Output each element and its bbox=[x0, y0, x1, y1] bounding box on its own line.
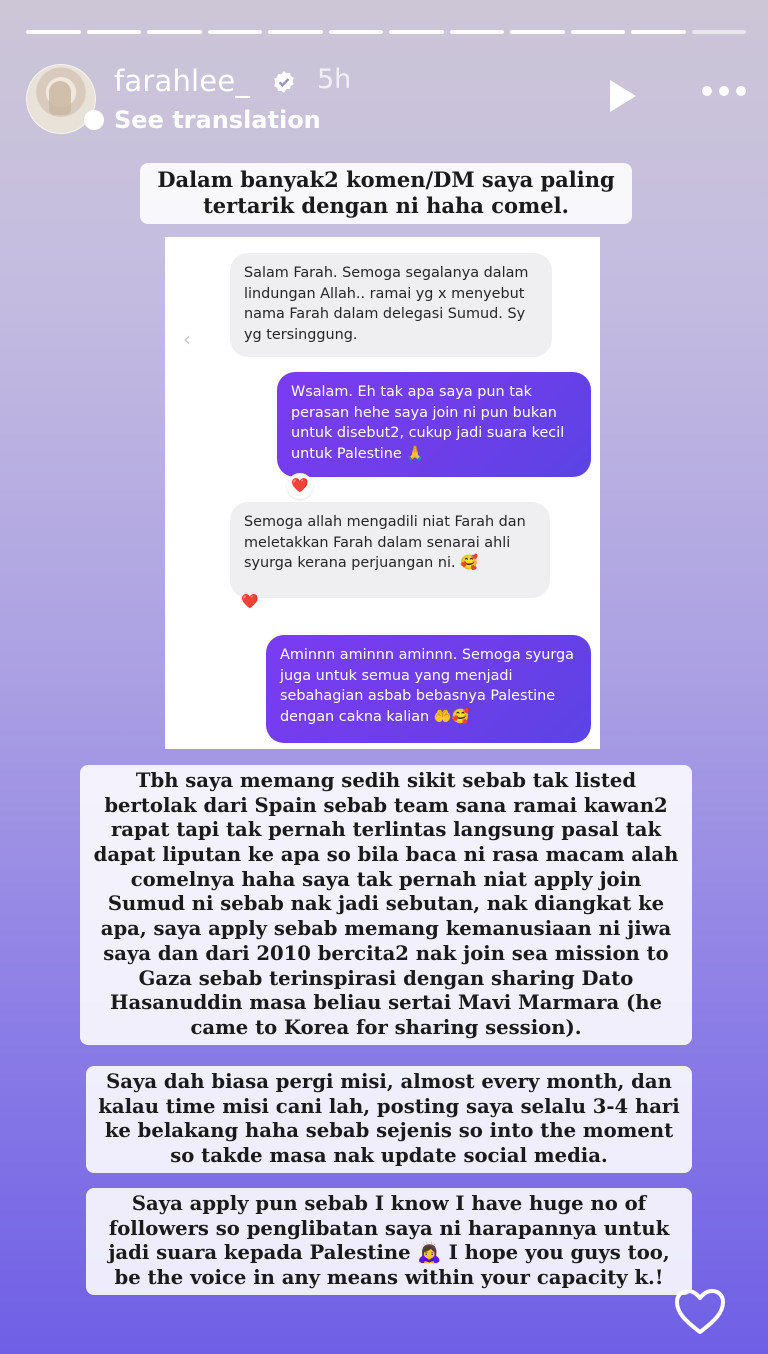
progress-segment bbox=[450, 30, 505, 34]
dm-message-outgoing: Aminnn aminnn aminnn. Semoga syurga juga untuk semua yang menjadi sebahagian asbab bebasnya Palestine dengan cakna kalian 🤲🥰 bbox=[266, 635, 591, 743]
progress-segment-current bbox=[692, 30, 747, 34]
chevron-left-icon: ‹ bbox=[183, 327, 191, 351]
progress-segment bbox=[87, 30, 142, 34]
progress-segment bbox=[389, 30, 444, 34]
heart-reaction-icon: ❤️ bbox=[241, 594, 259, 610]
caption-paragraph-3: Saya apply pun sebab I know I have huge no of followers so penglibatan saya ni harapannya untuk jadi suara kepada Palestine 🙇‍♀️ I hope you guys too, be the voice in any means within your capacity k.! bbox=[86, 1188, 692, 1295]
dm-message-outgoing: Wsalam. Eh tak apa saya pun tak perasan hehe saya join ni pun bukan untuk disebut2, cukup jadi suara kecil untuk Palestine 🙏 bbox=[277, 372, 591, 477]
see-translation-label: See translation bbox=[114, 106, 321, 134]
progress-segment bbox=[147, 30, 202, 34]
dm-screenshot bbox=[165, 237, 600, 749]
more-options-icon[interactable] bbox=[702, 86, 746, 96]
heart-reaction-icon: ❤️ bbox=[287, 473, 313, 499]
play-icon[interactable] bbox=[610, 80, 636, 112]
progress-segment bbox=[26, 30, 81, 34]
translate-icon bbox=[84, 110, 104, 130]
heart-like-icon[interactable] bbox=[674, 1288, 726, 1336]
username[interactable]: farahlee_ bbox=[114, 64, 251, 98]
progress-segment bbox=[268, 30, 323, 34]
see-translation-button[interactable] bbox=[114, 106, 321, 134]
post-time: 5h bbox=[317, 64, 352, 95]
progress-segment bbox=[329, 30, 384, 34]
progress-segment bbox=[571, 30, 626, 34]
verified-badge-icon bbox=[272, 70, 296, 94]
caption-top: Dalam banyak2 komen/DM saya paling tertarik dengan ni haha comel. bbox=[140, 163, 632, 224]
progress-segment bbox=[510, 30, 565, 34]
dm-message-incoming: Semoga allah mengadili niat Farah dan meletakkan Farah dalam senarai ahli syurga kerana perjuangan ni. 🥰 bbox=[230, 502, 550, 598]
progress-segment bbox=[631, 30, 686, 34]
progress-segment bbox=[208, 30, 263, 34]
caption-paragraph-2: Saya dah biasa pergi misi, almost every month, dan kalau time misi cani lah, posting saya selalu 3-4 hari ke belakang haha sebab sejenis so into the moment so takde masa nak update social media. bbox=[86, 1066, 692, 1173]
dm-message-incoming: Salam Farah. Semoga segalanya dalam lindungan Allah.. ramai yg x menyebut nama Farah dalam delegasi Sumud. Sy yg tersinggung. bbox=[230, 253, 552, 357]
caption-paragraph-1: Tbh saya memang sedih sikit sebab tak listed bertolak dari Spain sebab team sana ramai kawan2 rapat tapi tak pernah terlintas langsung pasal tak dapat liputan ke apa so bila baca ni rasa macam alah comelnya haha saya tak pernah niat apply join Sumud ni sebab nak jadi sebutan, nak diangkat ke apa, saya apply sebab memang kemanusiaan ni jiwa saya dan dari 2010 bercita2 nak join sea mission to Gaza sebab terinspirasi dengan sharing Dato Hasanuddin masa beliau sertai Mavi Marmara (he came to Korea for sharing session). bbox=[80, 765, 692, 1045]
story-progress-bar bbox=[26, 30, 746, 35]
story-header bbox=[26, 62, 746, 132]
